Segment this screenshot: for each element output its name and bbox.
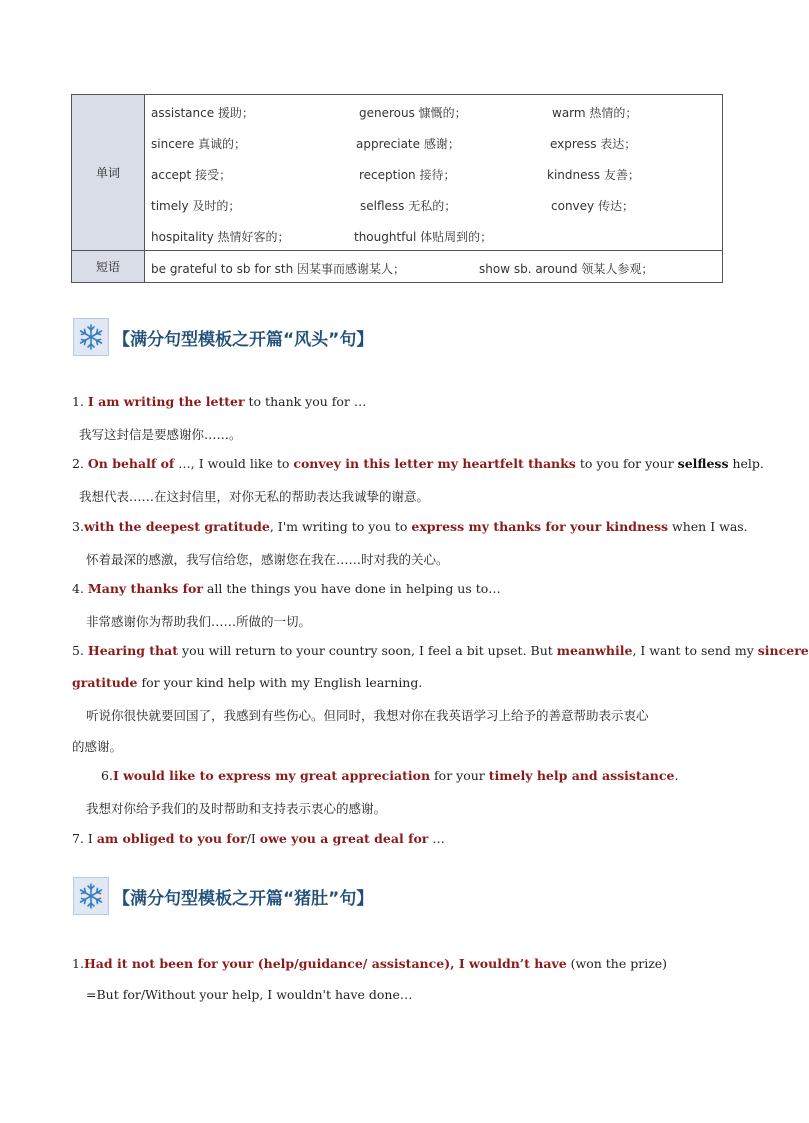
phrases-cell	[145, 251, 723, 283]
translation-5: 听说你很快就要回国了，我感到有些伤心。但同时，我想对你在我英语学习上给予的善意帮助表示衷心	[86, 708, 649, 723]
word-item: thoughtful 体贴周到的；	[354, 230, 493, 244]
translation-4: 非常感谢你为帮助我们……所做的一切。	[86, 614, 312, 629]
word-item: accept 接受；	[151, 168, 232, 182]
phrase-row	[145, 251, 722, 282]
section-header-body	[73, 877, 373, 915]
sentence-5-continued: gratitude for your kind help with my English learning.	[72, 675, 423, 690]
translation-2: 我想代表……在这封信里，对你无私的帮助表达我诚挚的谢意。	[79, 489, 430, 504]
word-item: reception 接待；	[359, 168, 456, 182]
word-item: convey 传达；	[551, 199, 634, 213]
translation-1: 我写这封信是要感谢你……。	[79, 427, 242, 442]
words-label: 单词	[72, 95, 145, 251]
sentence-4: 4. Many thanks for all the things you have done in helping us to…	[72, 581, 501, 596]
translation-3: 怀着最深的感激，我写信给您，感谢您在我在……时对我的关心。	[86, 552, 449, 567]
section-title: 【满分句型模板之开篇“风头”句】	[113, 329, 374, 350]
word-item: express 表达；	[550, 137, 637, 151]
sentence-5: 5. Hearing that you will return to your country soon, I feel a bit upset. But meanwhile, I want to send my sincere	[72, 643, 809, 658]
section-header-opening	[73, 318, 373, 356]
word-item: timely 及时的；	[151, 199, 241, 213]
snowflake-icon	[73, 877, 109, 915]
phrases-label: 短语	[72, 251, 145, 283]
snowflake-icon	[73, 318, 109, 356]
word-item: warm 热情的；	[552, 106, 638, 120]
words-cell	[145, 95, 723, 251]
word-row	[145, 188, 722, 219]
vocabulary-table	[71, 94, 723, 283]
word-row	[145, 95, 722, 126]
translation-6: 我想对你给予我们的及时帮助和支持表示衷心的感谢。	[86, 801, 387, 816]
sentence-7: 7. I am obliged to you for/I owe you a great deal for …	[72, 831, 445, 846]
word-item: assistance 援助；	[151, 106, 254, 120]
word-item: appreciate 感谢；	[356, 137, 460, 151]
word-item: kindness 友善；	[547, 168, 640, 182]
sentence-s2-2: =But for/Without your help, I wouldn't have done…	[86, 987, 413, 1002]
word-item: hospitality 热情好客的；	[151, 230, 290, 244]
word-row	[145, 126, 722, 157]
word-item: sincere 真诚的；	[151, 137, 247, 151]
word-item: selfless 无私的；	[360, 199, 457, 213]
section-title: 【满分句型模板之开篇“猪肚”句】	[113, 888, 374, 909]
sentence-s2-1: 1.Had it not been for your (help/guidance/ assistance), I wouldn’t have (won the prize)	[72, 956, 668, 971]
phrase-item: be grateful to sb for sth 因某事而感谢某人；	[151, 262, 406, 276]
word-item: generous 慷慨的；	[359, 106, 467, 120]
translation-5-continued: 的感谢。	[72, 739, 123, 754]
sentence-2: 2. On behalf of …, I would like to convey in this letter my heartfelt thanks to you for your selfless help.	[72, 456, 764, 471]
sentence-3: 3.with the deepest gratitude, I'm writing to you to express my thanks for your kindness when I was.	[72, 519, 748, 534]
phrase-item: show sb. around 领某人参观；	[479, 262, 654, 276]
word-row	[145, 219, 722, 250]
word-row	[145, 157, 722, 188]
sentence-6: 6.I would like to express my great appreciation for your timely help and assistance.	[101, 768, 679, 783]
sentence-1: 1. I am writing the letter to thank you for …	[72, 394, 367, 409]
